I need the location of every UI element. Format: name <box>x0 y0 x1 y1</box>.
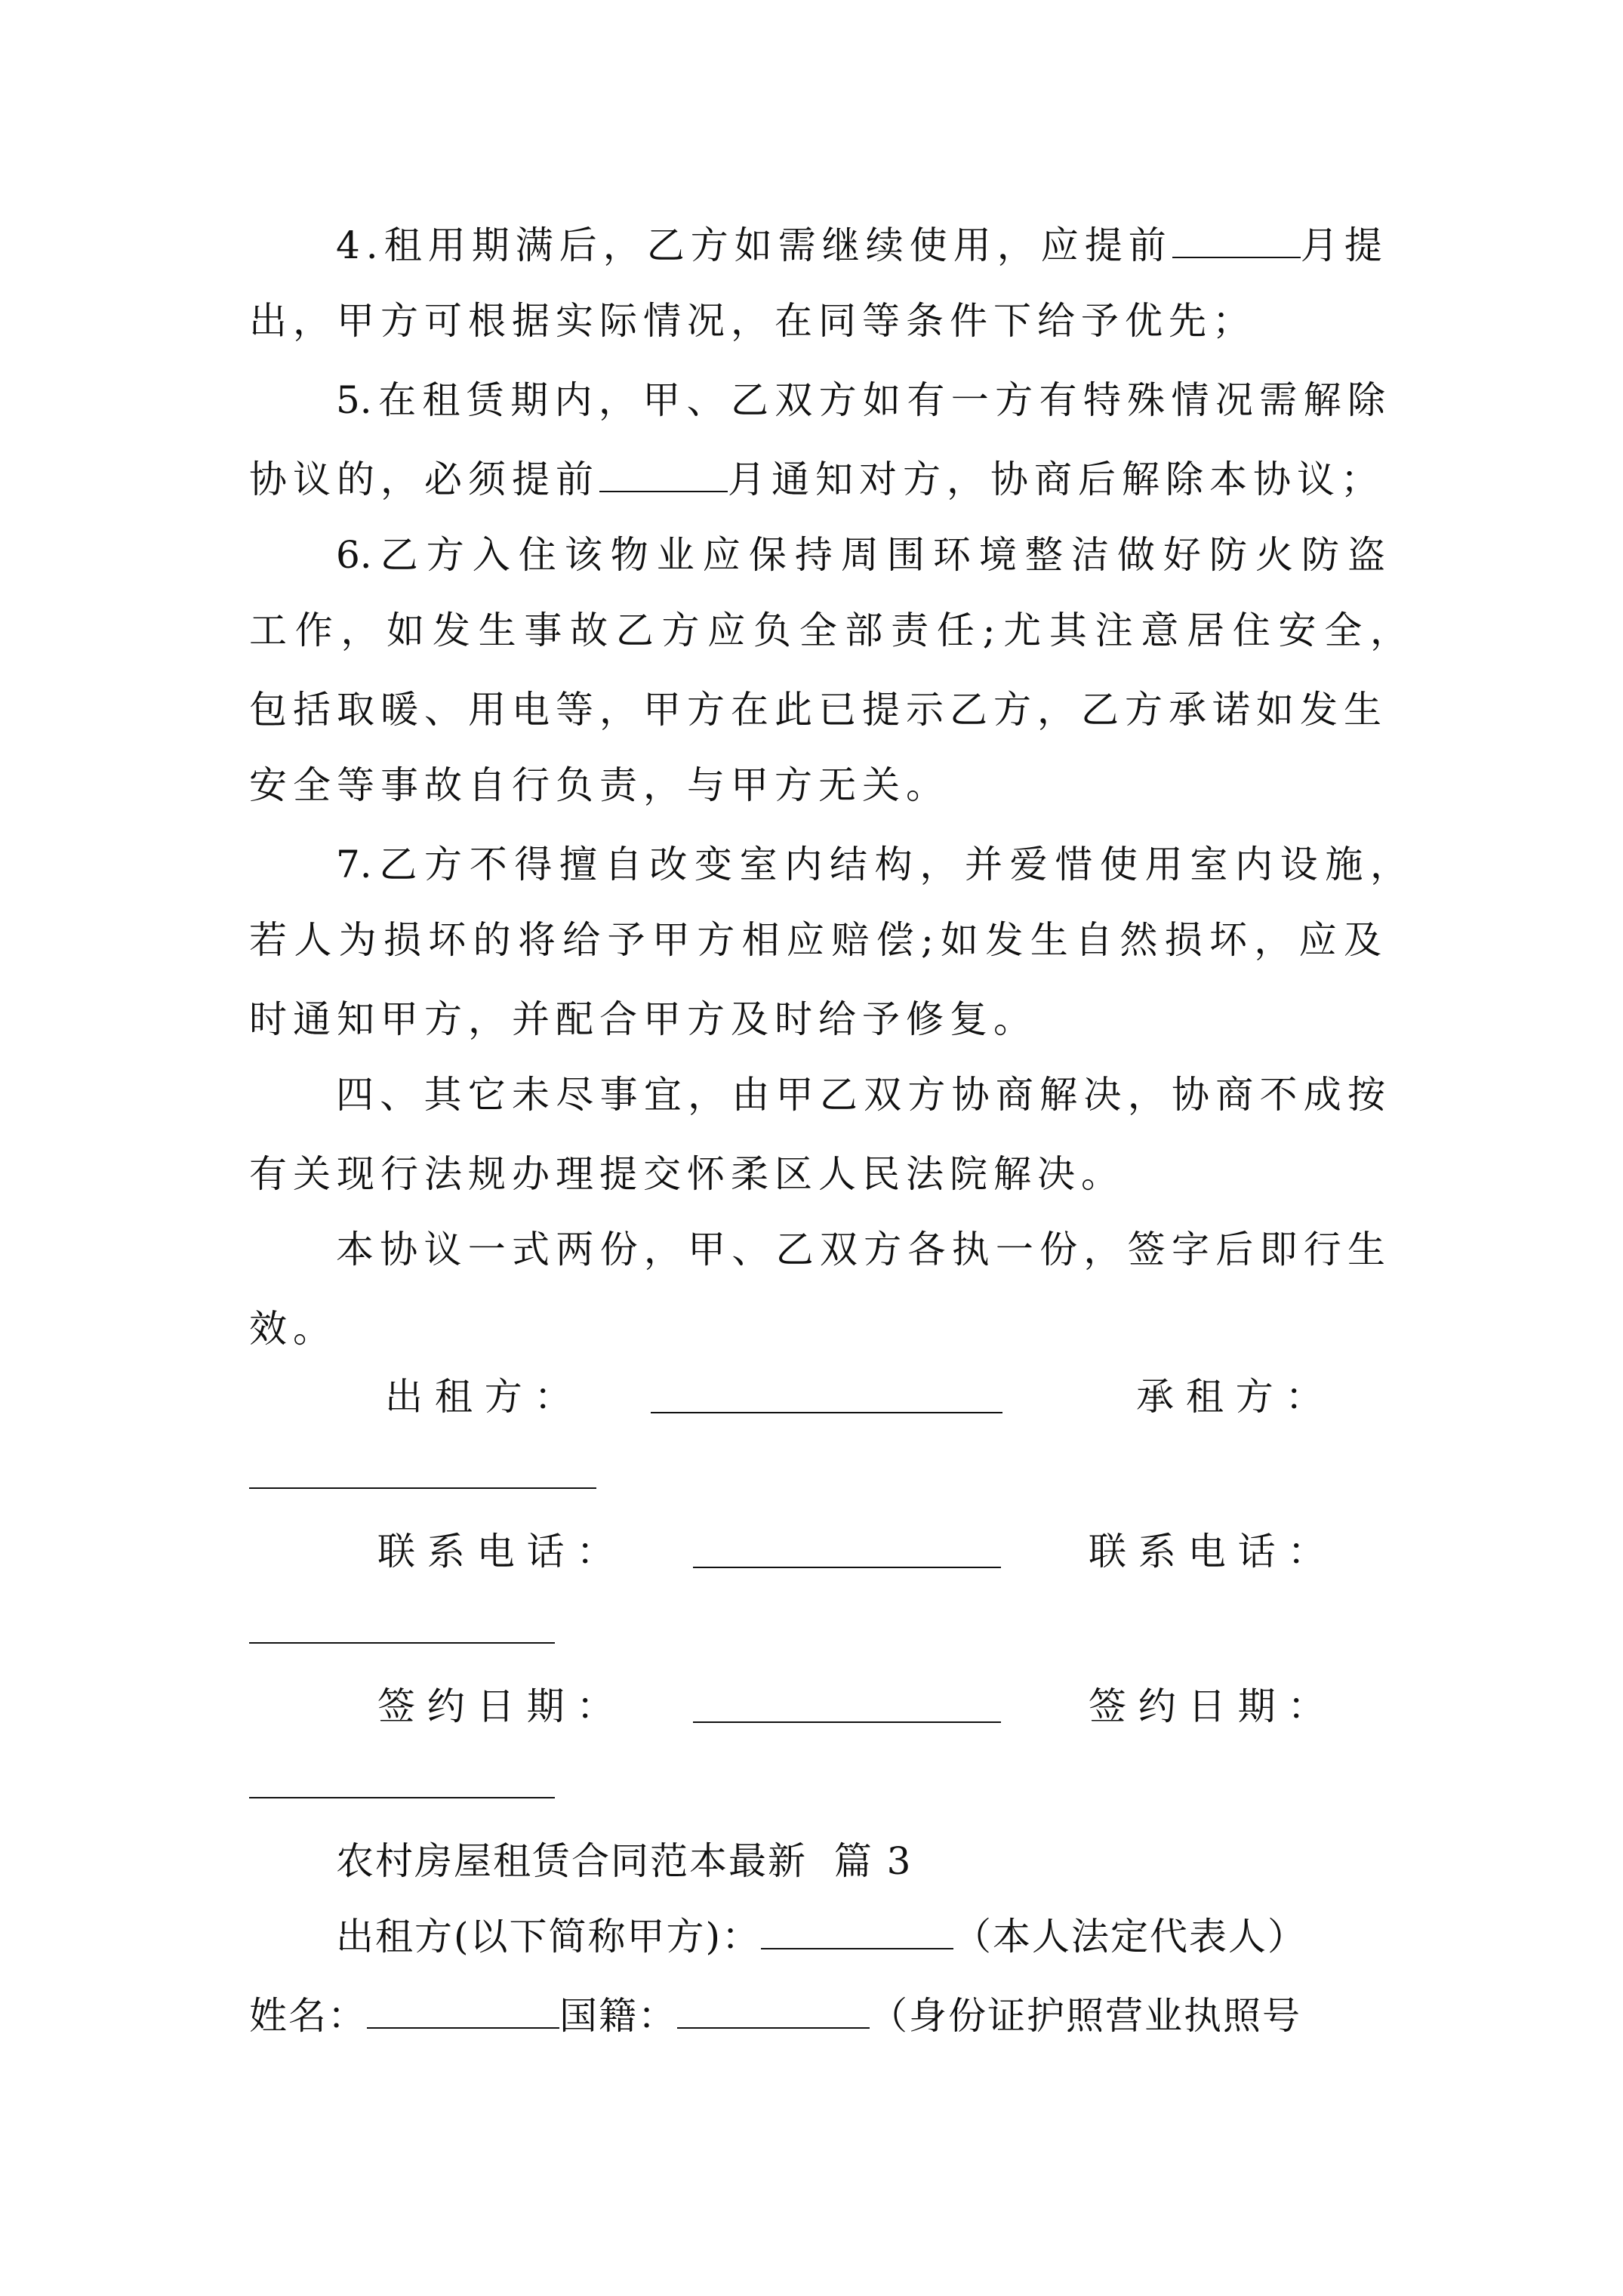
clause-4-line-2: 出，甲方可根据实际情况，在同等条件下给予优先； <box>249 299 1256 343</box>
section-4-line-1: 四、其它未尽事宜，由甲乙双方协商解决，协商不成按 <box>336 1073 1385 1117</box>
name-label: 姓名： <box>249 1994 367 2038</box>
clause-4-blank <box>1172 219 1301 258</box>
lessor-intro-text: 出租方(以下简称甲方)： <box>336 1915 762 1959</box>
copies-line-1: 本协议一式两份，甲、乙双方各执一份，签字后即行生 <box>336 1228 1385 1271</box>
phone-right-line <box>249 1642 555 1644</box>
section-3-heading: 农村房屋租赁合同范本最新 篇 3 <box>336 1839 913 1883</box>
clause-7-line-3: 时通知甲方，并配合甲方及时给予修复。 <box>249 997 1037 1041</box>
clause-5-line-1: 5.在租赁期内，甲、乙双方如有一方有特殊情况需解除 <box>336 378 1385 422</box>
id-label: （身份证护照营业执照号 <box>870 1994 1301 2038</box>
date-left-label: 签 约 日 期 ： <box>377 1684 614 1728</box>
section-3-lessor-line <box>336 1910 1393 1963</box>
clause-5-blank <box>599 453 728 492</box>
legal-representative-text: （本人法定代表人） <box>953 1915 1307 1959</box>
lessee-signature-line <box>249 1487 596 1489</box>
clause-6-line-2: 工作，如发生事故乙方应负全部责任;尤其注意居住安全， <box>249 609 1408 652</box>
section-4-line-2: 有关现行法规办理提交怀柔区人民法院解决。 <box>249 1152 1125 1196</box>
clause-7-line-1: 7.乙方不得擅自改变室内结构，并爱惜使用室内设施， <box>336 843 1408 886</box>
copies-line-2: 效。 <box>249 1307 337 1351</box>
date-right-label: 签 约 日 期 ： <box>1089 1684 1326 1728</box>
clause-4-text: 4.租用期满后，乙方如需继续使用，应提前 <box>336 223 1172 267</box>
date-left-line <box>693 1721 1001 1723</box>
lessee-label: 承 租 方 ： <box>1136 1375 1323 1419</box>
nationality-blank <box>677 1989 870 2029</box>
clause-6-line-1: 6.乙方入住该物业应保持周围环境整洁做好防火防盗 <box>336 533 1385 577</box>
clause-4-text-end: 月提 <box>1300 223 1388 267</box>
nationality-label: 国籍： <box>559 1994 677 2038</box>
date-right-line <box>249 1797 555 1798</box>
name-blank <box>367 1989 559 2029</box>
section-3-identity-line <box>249 1989 1381 2042</box>
clause-5-line-2 <box>249 453 1384 506</box>
clause-6-line-3: 包括取暖、用电等，甲方在此已提示乙方，乙方承诺如发生 <box>249 688 1381 732</box>
lessor-signature-line <box>651 1412 1002 1413</box>
phone-right-label: 联 系 电 话 ： <box>1089 1530 1326 1573</box>
clause-5-text-end: 月通知对方，协商后解除本协议； <box>728 458 1384 501</box>
phone-left-label: 联 系 电 话 ： <box>377 1530 614 1573</box>
clause-7-line-2: 若人为损坏的将给予甲方相应赔偿;如发生自然损坏，应及 <box>249 918 1381 962</box>
clause-4-line-1 <box>336 219 1388 272</box>
phone-left-line <box>693 1567 1001 1568</box>
lessor-name-blank <box>761 1910 953 1949</box>
clause-5-text: 协议的，必须提前 <box>249 458 599 501</box>
lessor-label: 出 租 方 ： <box>385 1375 572 1419</box>
clause-6-line-4: 安全等事故自行负责，与甲方无关。 <box>249 763 950 807</box>
